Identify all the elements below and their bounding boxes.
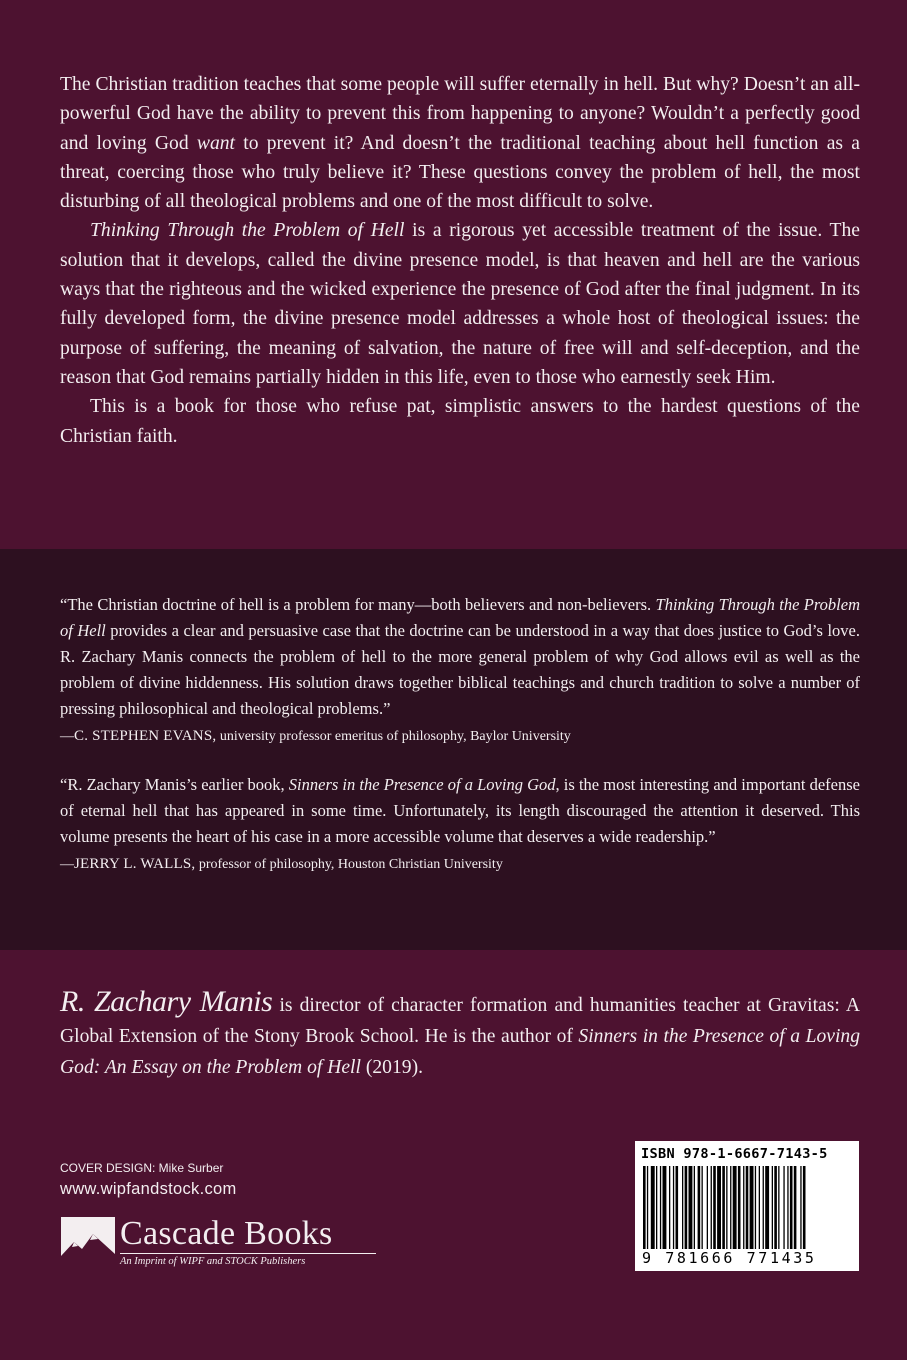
barcode-bar [787, 1166, 788, 1258]
barcode-bar [774, 1166, 777, 1258]
barcode-bar [722, 1166, 725, 1258]
barcode-bar [711, 1166, 712, 1258]
barcode-bars [643, 1166, 851, 1258]
author-bio: R. Zachary Manis is director of character formation and humanities teacher at Gravitas: A Global Extension of the Stony Brook School. He is the author of Sinners in the Presence of a Loving God: An Essay on the Problem of Hell (2019). [60, 985, 860, 1078]
barcode-bar [738, 1166, 741, 1258]
barcode-bar [656, 1166, 657, 1258]
endorsement-1 [60, 592, 860, 748]
barcode-bar [730, 1166, 731, 1258]
barcode-bar [778, 1166, 779, 1258]
description-paragraph-2: Thinking Through the Problem of Hell is a rigorous yet accessible treatment of the issue. The solution that it develops, called the divine presence model, is that heaven and hell are the various ways that the righteous and the wicked experience the presence of God after the final judgment. In its fully developed form, the divine presence model addresses a whole host of theological issues: the purpose of suffering, the meaning of salvation, the nature of free will and self-deception, and the reason that God remains partially hidden in this life, even to those who earnestly seek Him. [60, 220, 860, 388]
barcode-bar [733, 1166, 737, 1258]
barcode-bar [707, 1166, 708, 1258]
divider [120, 1253, 376, 1254]
publisher-name: Cascade Books [120, 1215, 333, 1252]
barcode-bar [794, 1166, 797, 1258]
barcode-bar [750, 1166, 754, 1258]
barcode-bar [755, 1166, 756, 1258]
barcode-bar [783, 1166, 784, 1258]
barcode-bar [689, 1166, 693, 1258]
author-name: R. Zachary Manis [60, 985, 273, 1018]
barcode-bar [669, 1166, 670, 1258]
isbn-barcode [635, 1141, 859, 1271]
barcode-bar [713, 1166, 716, 1258]
endorsements-band [0, 549, 907, 950]
barcode-bar [800, 1166, 801, 1258]
credits [60, 1160, 237, 1200]
book-description [60, 70, 860, 451]
barcode-bar [765, 1166, 769, 1258]
barcode-bar [803, 1166, 806, 1258]
endorser-name: JERRY L. WALLS, [74, 856, 196, 872]
endorser-role: professor of philosophy, Houston Christian University [198, 857, 503, 872]
barcode-bar [746, 1166, 749, 1258]
barcode-bar [759, 1166, 760, 1258]
barcode-bar [772, 1166, 773, 1258]
endorsement-text: “R. Zachary Manis’s earlier book, Sinners in the Presence of a Loving God, is the most interesting and important defense of eternal hell that has appeared in some time. Unfortunately, its length discouraged the attention it deserved. This volume presents the heart of his case in a more accessible volume that deserves a wide readership.” [60, 775, 860, 846]
barcode-bar [682, 1166, 683, 1258]
barcode-bar [643, 1166, 646, 1258]
barcode-bar [647, 1166, 648, 1258]
endorsement-attribution: —JERRY L. WALLS, professor of philosophy, Houston Christian University [60, 856, 503, 872]
barcode-bar [717, 1166, 721, 1258]
mountain-logo-icon [60, 1216, 116, 1268]
publisher-logo [60, 1216, 376, 1268]
endorsement-text: “The Christian doctrine of hell is a problem for many—both believers and non-believers. Thinking Through the Problem of Hell provides a clear and persuasive case that the doctrine can be understood in a way that does justice to God’s love. R. Zachary Manis connects the problem of hell to the more general problem of why God allows evil as well as the problem of divine hiddenness. His solution draws together biblical teachings and church tradition to solve a number of pressing philosophical and theological problems.” [60, 595, 861, 718]
publisher-tagline: An Imprint of WIPF and STOCK Publishers [120, 1256, 306, 1267]
barcode-bar [685, 1166, 688, 1258]
barcode-bar [663, 1166, 667, 1258]
cover-design-credit: COVER DESIGN: Mike Surber [60, 1161, 224, 1175]
endorsement-attribution: —C. STEPHEN EVANS, university professor emeritus of philosophy, Baylor University [60, 728, 571, 744]
barcode-bar [702, 1166, 703, 1258]
barcode-bar [673, 1166, 674, 1258]
barcode-bar [694, 1166, 695, 1258]
description-paragraph-3: This is a book for those who refuse pat, simplistic answers to the hardest questions of the Christian faith. [60, 396, 860, 447]
barcode-bar [743, 1166, 744, 1258]
barcode-bar [698, 1166, 701, 1258]
endorsement-2 [60, 772, 860, 876]
isbn-digits: 9 781666 771435 [642, 1249, 817, 1267]
barcode-bar [726, 1166, 727, 1258]
publisher-website: www.wipfandstock.com [60, 1180, 237, 1198]
barcode-bar [660, 1166, 661, 1258]
description-paragraph-1: The Christian tradition teaches that some people will suffer eternally in hell. But why? Doesn’t an all-powerful God have the ability to prevent this from happening to anyone? Wouldn’t a perfectly good and loving God want to prevent it? And doesn’t the traditional teaching about hell function as a threat, coercing those who truly believe it? These questions convey the problem of hell, the most disturbing of all theological problems and one of the most difficult to solve. [60, 74, 860, 213]
barcode-bar [651, 1166, 655, 1258]
barcode-bar [676, 1166, 679, 1258]
endorser-role: university professor emeritus of philosophy, Baylor University [219, 729, 571, 744]
barcode-bar [790, 1166, 793, 1258]
isbn-label: ISBN 978-1-6667-7143-5 [641, 1146, 828, 1162]
barcode-bar [763, 1166, 764, 1258]
endorser-name: C. STEPHEN EVANS, [74, 728, 217, 744]
